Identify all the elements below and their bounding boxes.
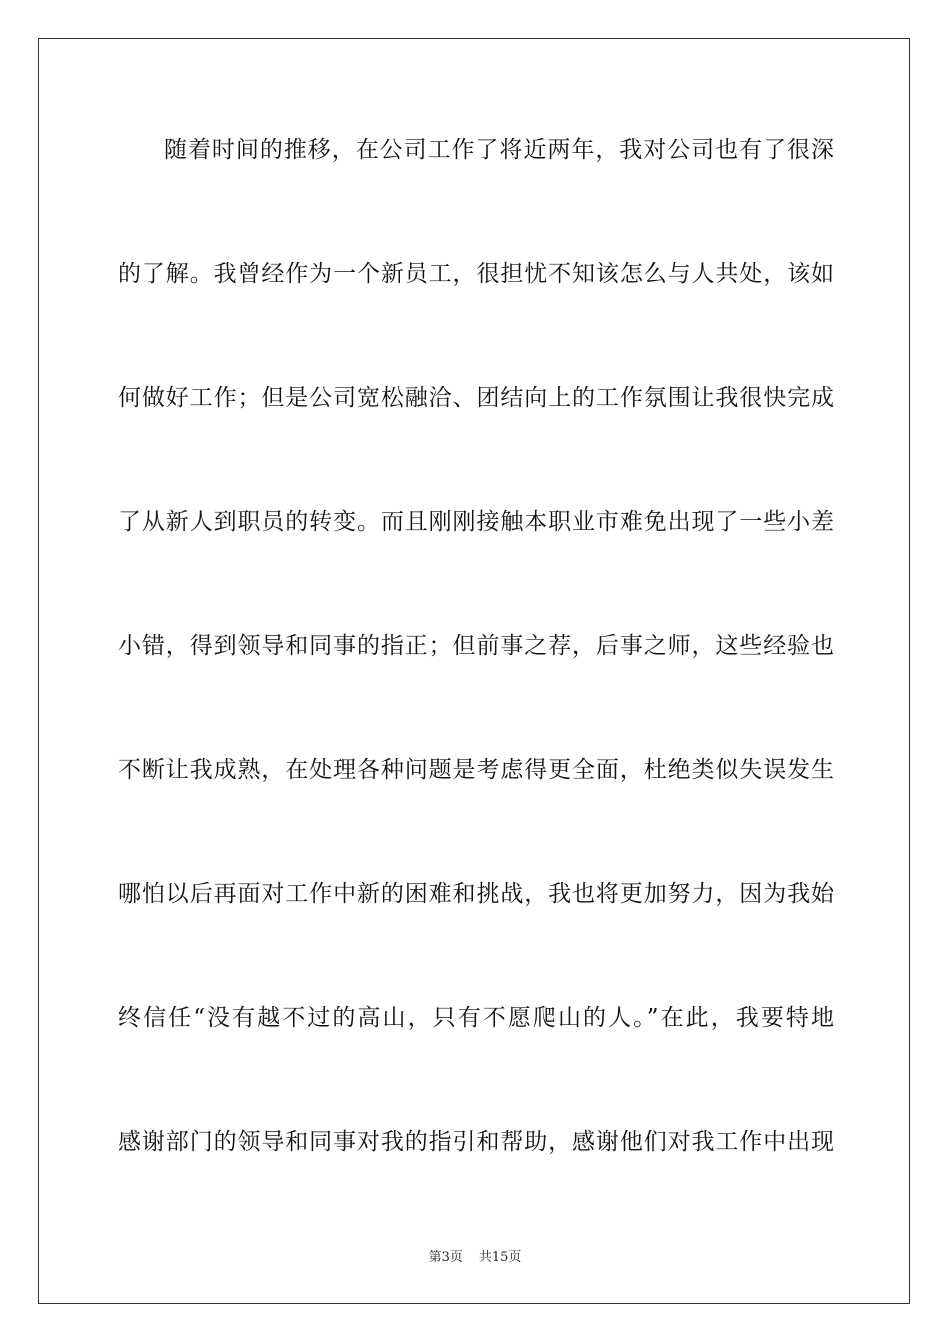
paragraph-line: 何做好工作；但是公司宽松融洽、团结向上的工作氛围让我很快完成 bbox=[118, 385, 834, 411]
page-footer bbox=[0, 1246, 950, 1265]
paragraph-line: 小错，得到领导和同事的指正；但前事之荐，后事之师，这些经验也 bbox=[118, 633, 834, 659]
total-pages: 共15页 bbox=[478, 1250, 522, 1265]
paragraph-line: 的了解。我曾经作为一个新员工，很担忧不知该怎么与人共处，该如 bbox=[118, 261, 834, 287]
paragraph-line: 了从新人到职员的转变。而且刚刚接触本职业市难免出现了一些小差 bbox=[118, 509, 834, 535]
paragraph-line: 哪怕以后再面对工作中新的困难和挑战，我也将更加努力，因为我始 bbox=[118, 881, 834, 907]
paragraph-line: 随着时间的推移，在公司工作了将近两年，我对公司也有了很深 bbox=[164, 137, 834, 163]
page-number: 第3页 bbox=[428, 1250, 463, 1265]
paragraph-line: 终信任“没有越不过的高山，只有不愿爬山的人。”在此，我要特地 bbox=[118, 1005, 834, 1031]
document-body bbox=[118, 128, 834, 1244]
paragraph-line: 感谢部门的领导和同事对我的指引和帮助，感谢他们对我工作中出现 bbox=[118, 1129, 834, 1155]
paragraph-line: 不断让我成熟，在处理各种问题是考虑得更全面，杜绝类似失误发生 bbox=[118, 757, 834, 783]
